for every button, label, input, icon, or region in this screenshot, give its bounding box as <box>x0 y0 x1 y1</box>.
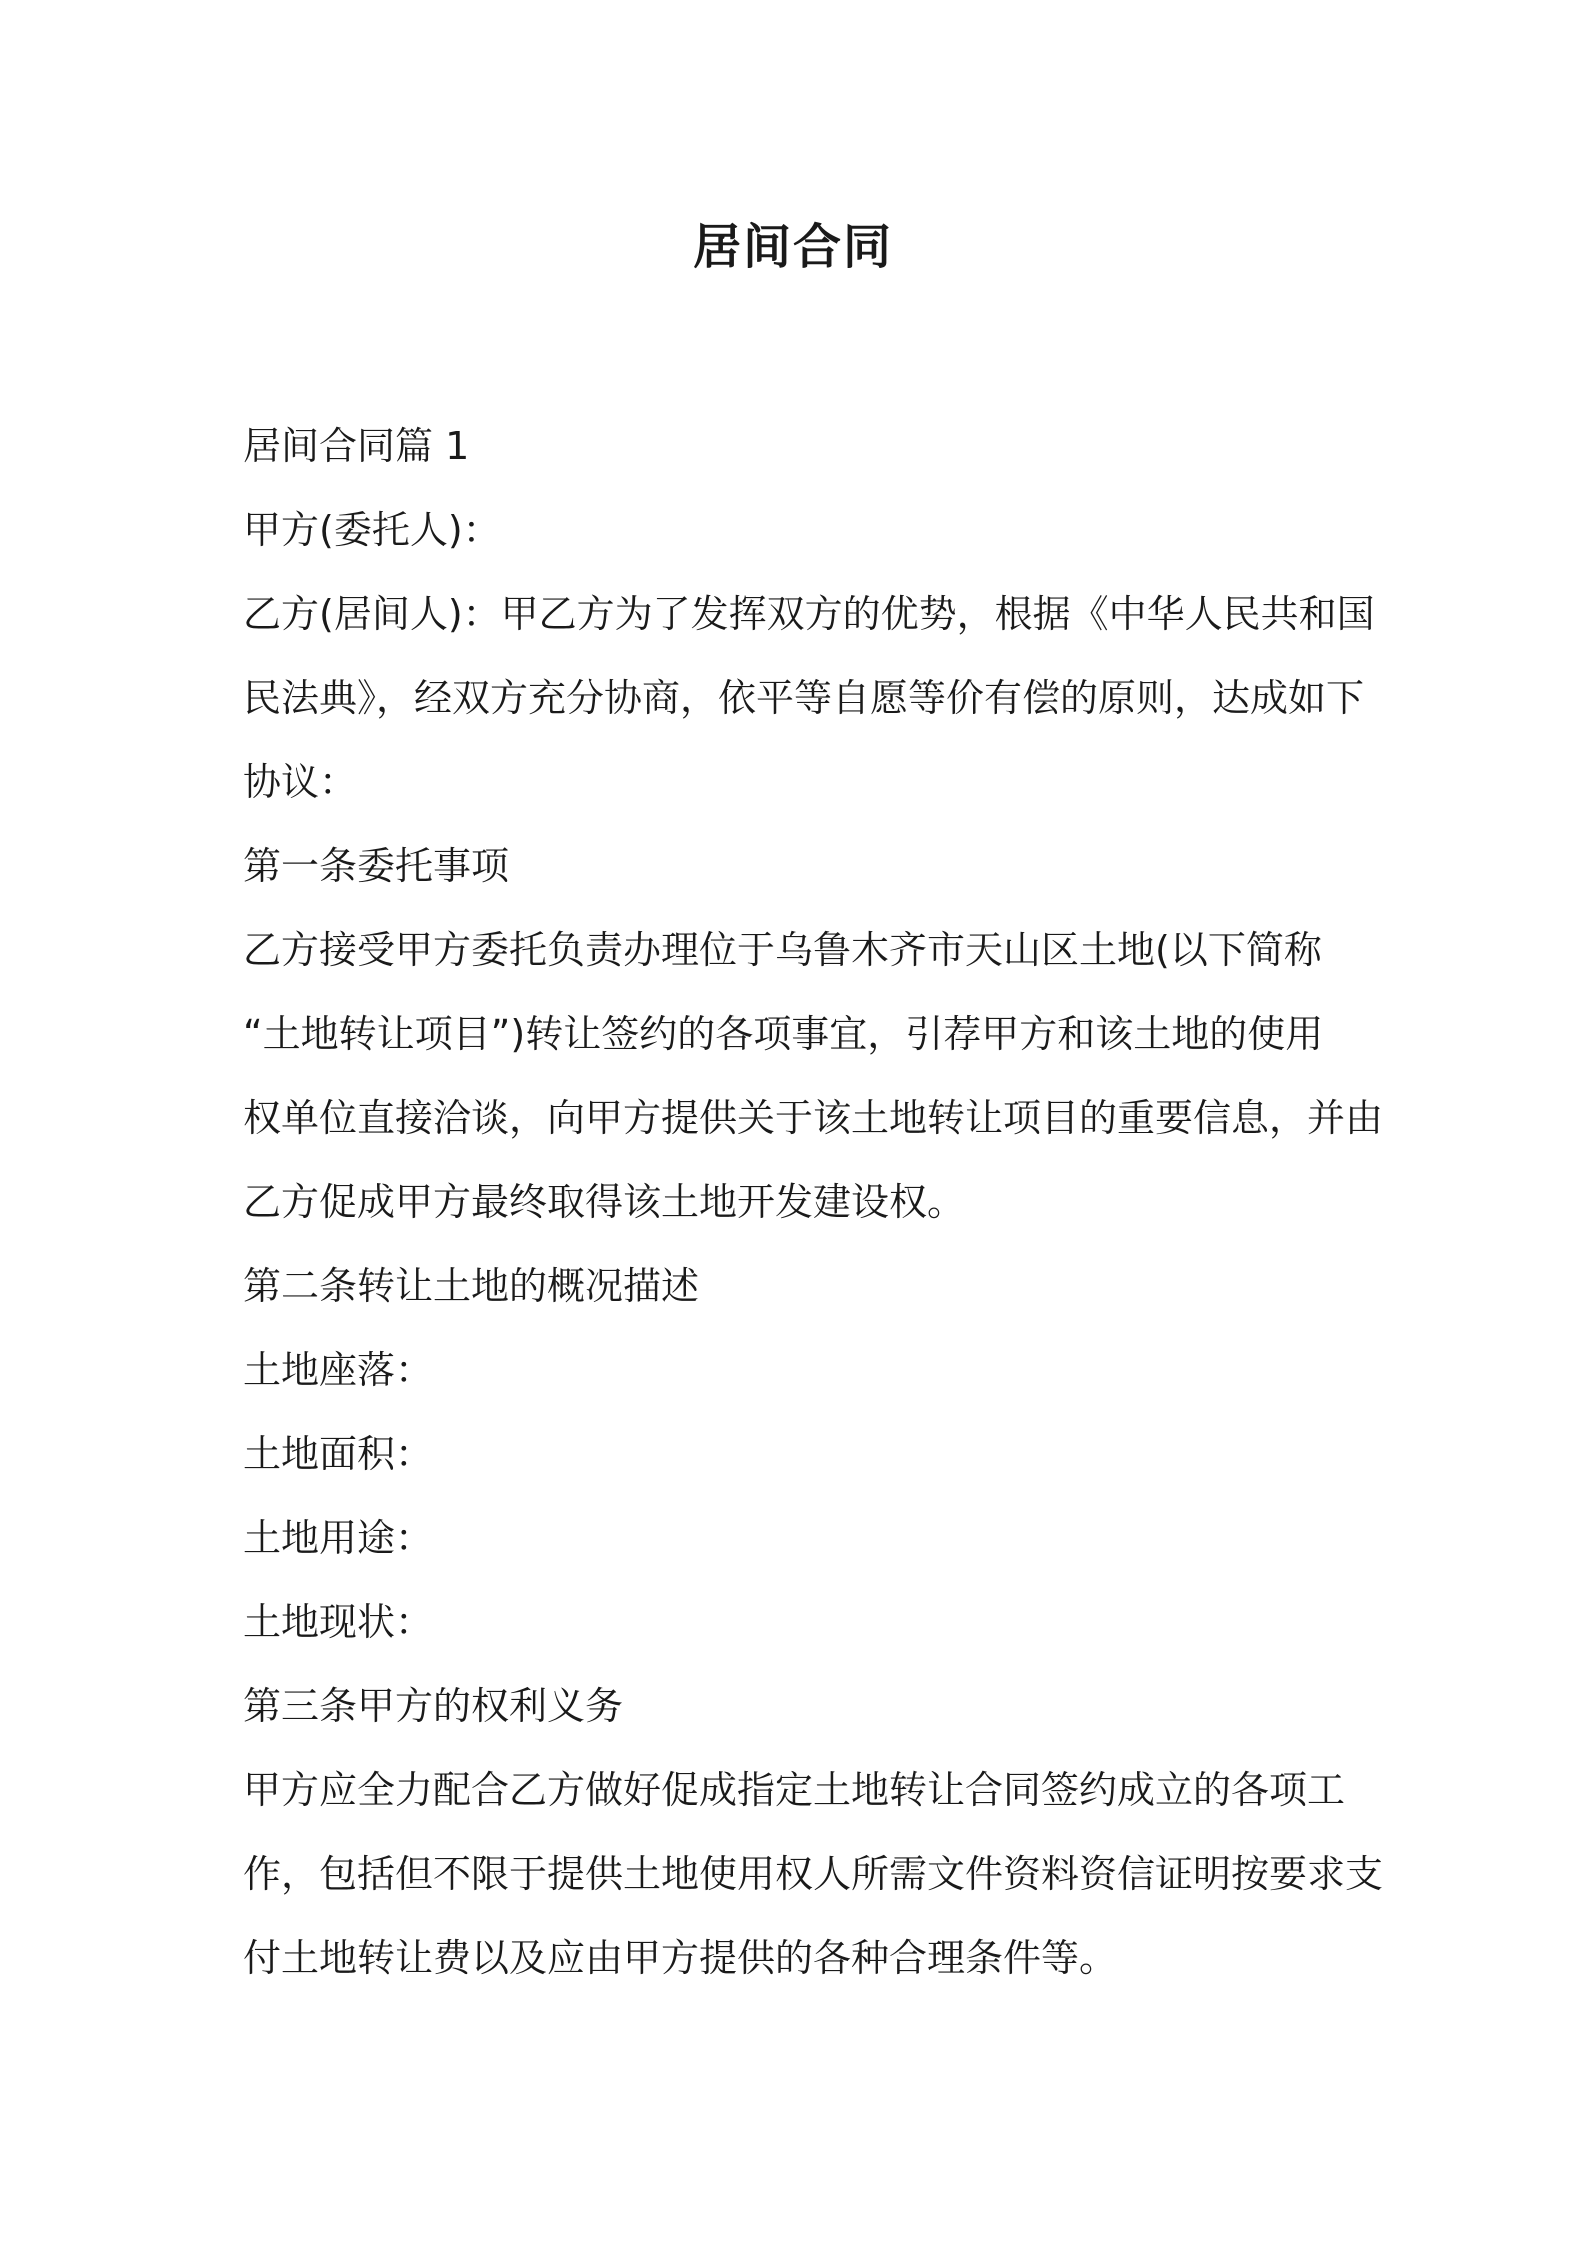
section-heading: 居间合同篇 1 <box>243 424 470 468</box>
party-a-line: 甲方(委托人)： <box>243 508 501 552</box>
article-heading: 第一条委托事项 <box>243 844 510 888</box>
paragraph-line: 付土地转让费以及应由甲方提供的各种合理条件等。 <box>243 1936 1118 1980</box>
document-title: 居间合同 <box>692 219 893 275</box>
field-label: 土地面积： <box>243 1432 434 1476</box>
paragraph-line: 乙方促成甲方最终取得该土地开发建设权。 <box>243 1180 966 1224</box>
paragraph-line: 作，包括但不限于提供土地使用权人所需文件资料资信证明按要求支 <box>243 1852 1384 1896</box>
paragraph-line: 协议： <box>243 760 358 804</box>
field-label: 土地现状： <box>243 1600 434 1644</box>
article-heading: 第三条甲方的权利义务 <box>243 1684 624 1728</box>
paragraph-line: 甲方应全力配合乙方做好促成指定土地转让合同签约成立的各项工 <box>243 1768 1346 1812</box>
paragraph-line: 民法典》，经双方充分协商，依平等自愿等价有偿的原则，达成如下 <box>243 676 1365 720</box>
field-label: 土地座落： <box>243 1348 434 1392</box>
article-heading: 第二条转让土地的概况描述 <box>243 1264 700 1308</box>
document-body <box>243 404 1384 2000</box>
paragraph-line: 乙方(居间人)：甲乙方为了发挥双方的优势，根据《中华人民共和国 <box>243 592 1375 636</box>
field-label: 土地用途： <box>243 1516 434 1560</box>
paragraph-line: “土地转让项目”)转让签约的各项事宜，引荐甲方和该土地的使用 <box>243 1012 1324 1056</box>
paragraph-line: 权单位直接洽谈，向甲方提供关于该土地转让项目的重要信息，并由 <box>243 1096 1384 1140</box>
paragraph-line: 乙方接受甲方委托负责办理位于乌鲁木齐市天山区土地(以下简称 <box>243 928 1322 972</box>
